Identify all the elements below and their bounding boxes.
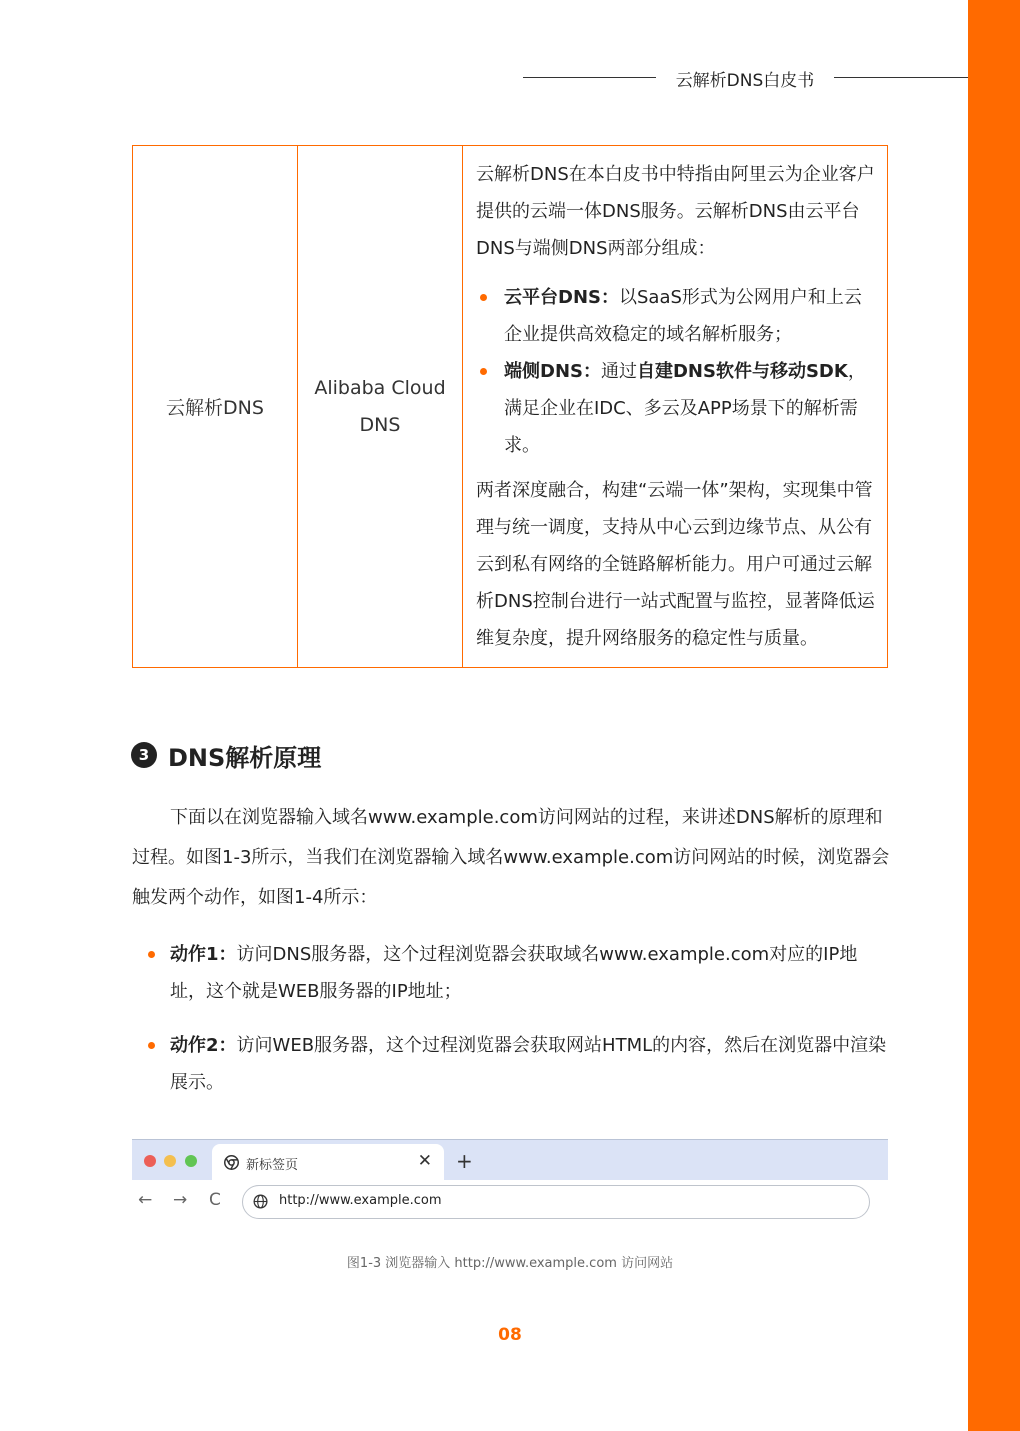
- component-label: 端侧DNS：: [504, 361, 601, 382]
- list-item: [476, 353, 879, 464]
- window-minimize-dot-icon: [164, 1155, 176, 1167]
- term-en-line1: Alibaba Cloud: [314, 376, 446, 399]
- term-definition-table: [132, 145, 888, 668]
- browser-nav-row: [132, 1180, 888, 1225]
- side-accent-bar: [968, 0, 1020, 1431]
- component-text: ，满足企业在IDC、多云及APP场景下的解析需求。: [504, 361, 866, 456]
- page-number: 08: [498, 1325, 522, 1345]
- header-title: 云解析DNS白皮书: [675, 71, 815, 91]
- section-title: DNS解析原理: [168, 744, 322, 772]
- forward-arrow-icon: →: [173, 1190, 188, 1210]
- list-item: [132, 936, 892, 1010]
- action-label: 动作1：: [170, 944, 237, 965]
- reload-icon: C: [209, 1190, 221, 1210]
- globe-icon: [253, 1194, 268, 1209]
- new-tab-icon: +: [456, 1149, 473, 1173]
- term-cn: 云解析DNS: [166, 397, 264, 419]
- chrome-logo-icon: [224, 1155, 239, 1170]
- address-url: http://www.example.com: [279, 1193, 442, 1208]
- tab-label: 新标签页: [246, 1158, 299, 1173]
- term-en-cell: [298, 146, 463, 668]
- table-row: [133, 146, 888, 668]
- address-bar: [242, 1185, 870, 1219]
- browser-tab-bar: [132, 1139, 888, 1181]
- term-en-line2: DNS: [359, 413, 401, 436]
- term-components-list: [476, 279, 879, 464]
- window-close-dot-icon: [144, 1155, 156, 1167]
- body-paragraph: 下面以在浏览器输入域名www.example.com访问网站的过程，来讲述DNS解析的原理和过程。如图1-3所示，当我们在浏览器输入域名www.example.com访问网站的时候，浏览器会触发两个动作，如图1-4所示：: [132, 807, 890, 908]
- term-description-cell: [463, 146, 888, 668]
- component-bold-text: 自建DNS软件与移动SDK: [636, 361, 848, 382]
- section-number-badge: 3: [131, 742, 157, 768]
- term-cn-cell: [133, 146, 298, 668]
- list-item: [132, 1027, 892, 1101]
- component-text: 以SaaS形式为公网用户和上云企业提供高效稳定的域名解析服务；: [504, 287, 862, 345]
- action-text: 访问WEB服务器，这个过程浏览器会获取网站HTML的内容，然后在浏览器中渲染展示。: [170, 1035, 887, 1093]
- bullet-dot-icon: [148, 1042, 155, 1049]
- window-maximize-dot-icon: [185, 1155, 197, 1167]
- bullet-dot-icon: [148, 951, 155, 958]
- figure-caption: 图1-3 浏览器输入 http://www.example.com 访问网站: [346, 1256, 674, 1271]
- bullet-dot-icon: [480, 368, 487, 375]
- tab-close-icon: ✕: [417, 1151, 432, 1171]
- list-item: [476, 279, 879, 353]
- browser-tab: [212, 1144, 444, 1181]
- browser-mockup-figure: [132, 1139, 888, 1225]
- term-summary: 两者深度融合，构建“云端一体”架构，实现集中管理与统一调度，支持从中心云到边缘节点、从公有云到私有网络的全链路解析能力。用户可通过云解析DNS控制台进行一站式配置与监控，显著降低运维复杂度，提升网络服务的稳定性与质量。: [476, 480, 875, 649]
- bullet-dot-icon: [480, 294, 487, 301]
- action-label: 动作2：: [170, 1035, 237, 1056]
- header-rule-right: [834, 77, 968, 78]
- action-text: 访问DNS服务器，这个过程浏览器会获取域名www.example.com对应的IP地址，这个就是WEB服务器的IP地址；: [170, 944, 858, 1002]
- term-intro: 云解析DNS在本白皮书中特指由阿里云为企业客户提供的云端一体DNS服务。云解析DNS由云平台DNS与端侧DNS两部分组成：: [476, 164, 875, 259]
- component-label: 云平台DNS：: [504, 287, 619, 308]
- header-rule-left: [523, 77, 656, 78]
- back-arrow-icon: ←: [138, 1190, 153, 1210]
- actions-list: [132, 936, 892, 1118]
- component-text-pre: 通过: [600, 361, 637, 382]
